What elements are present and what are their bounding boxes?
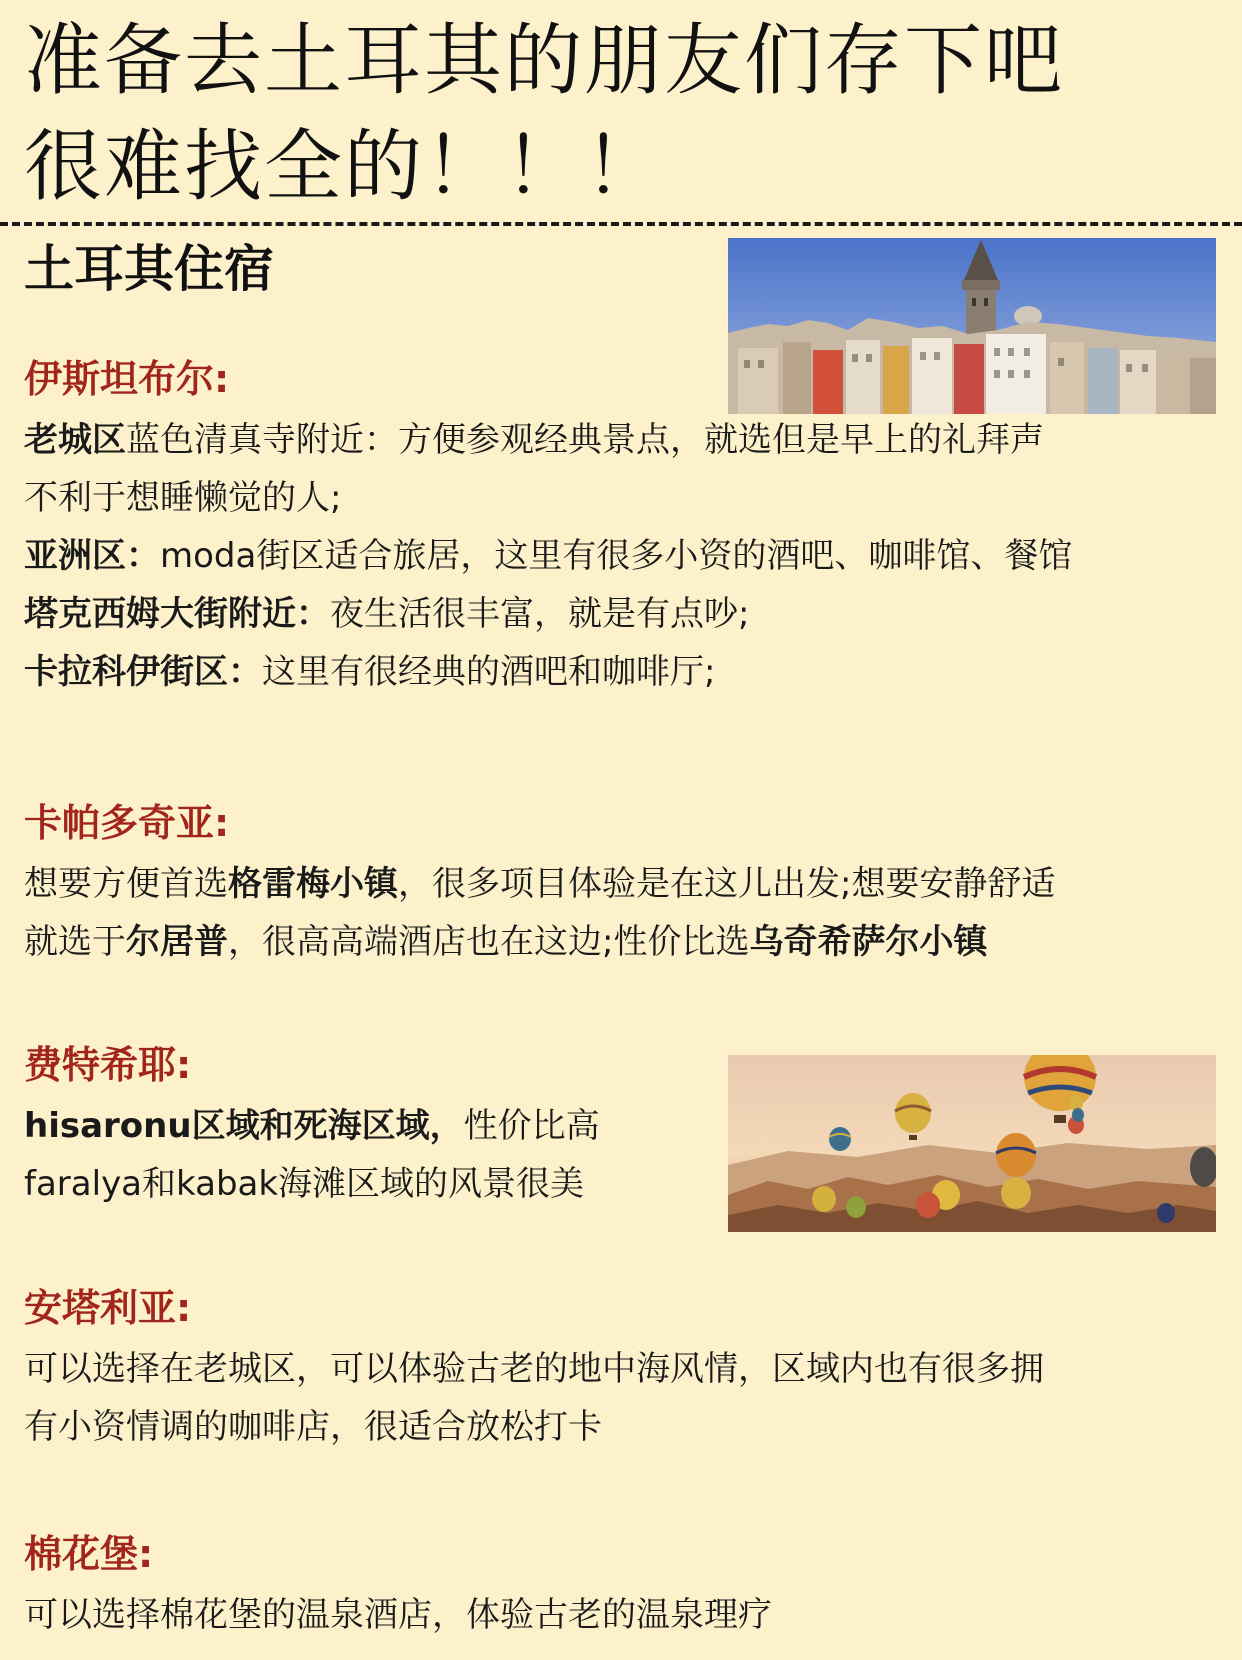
istanbul-old-town-line-1 bbox=[24, 411, 1044, 469]
istanbul-karakoy-line bbox=[24, 643, 715, 701]
istanbul-old-town-line-2 bbox=[24, 469, 341, 527]
istanbul-old-town-label: 老城区 bbox=[24, 420, 126, 460]
city-heading-pamukkale: 棉花堡: bbox=[24, 1532, 154, 1576]
section-heading: 土耳其住宿 bbox=[24, 240, 274, 298]
antalya-line-2 bbox=[24, 1398, 602, 1456]
page-title-line-1: 准备去土耳其的朋友们存下吧 bbox=[24, 16, 1065, 106]
city-heading-istanbul: 伊斯坦布尔: bbox=[24, 357, 230, 401]
istanbul-asia-label: 亚洲区： bbox=[24, 536, 160, 576]
city-heading-fethiye: 费特希耶: bbox=[24, 1043, 192, 1087]
antalya-text-2: 有小资情调的咖啡店，很适合放松打卡 bbox=[24, 1407, 602, 1447]
cappadocia-urgup: 尔居普 bbox=[126, 922, 228, 962]
antalya-text-1: 可以选择在老城区，可以体验古老的地中海风情，区域内也有很多拥 bbox=[24, 1349, 1044, 1389]
istanbul-asia-line bbox=[24, 527, 1072, 585]
cappadocia-line-1 bbox=[24, 855, 1055, 913]
istanbul-old-town-text-2: 不利于想睡懒觉的人; bbox=[24, 478, 342, 518]
cappadocia-line-2 bbox=[24, 913, 987, 971]
page-title-line-2: 很难找全的！！！ bbox=[24, 122, 665, 212]
fethiye-text-2: faralya和kabak海滩区域的风景很美 bbox=[24, 1164, 585, 1204]
cappadocia-text-1a: 想要方便首选 bbox=[24, 864, 228, 904]
cappadocia-text-1c: ，很多项目体验是在这儿出发;想要安静舒适 bbox=[398, 864, 1056, 904]
cappadocia-goreme: 格雷梅小镇 bbox=[228, 864, 398, 904]
fethiye-text-1: 性价比高 bbox=[463, 1106, 600, 1146]
pamukkale-text-1: 可以选择棉花堡的温泉酒店，体验古老的温泉理疗 bbox=[24, 1595, 772, 1635]
antalya-line-1 bbox=[24, 1340, 1044, 1398]
cappadocia-uchisar: 乌奇希萨尔小镇 bbox=[749, 922, 988, 962]
city-heading-cappadocia: 卡帕多奇亚: bbox=[24, 801, 230, 845]
istanbul-old-town-text: 蓝色清真寺附近：方便参观经典景点，就选但是早上的礼拜声 bbox=[126, 420, 1044, 460]
cappadocia-text-2a: 就选于 bbox=[24, 922, 126, 962]
istanbul-skyline-photo bbox=[728, 238, 1216, 414]
city-heading-antalya: 安塔利亚: bbox=[24, 1286, 192, 1330]
fethiye-line-2 bbox=[24, 1155, 584, 1213]
istanbul-taksim-text: 夜生活很丰富，就是有点吵; bbox=[330, 594, 750, 634]
istanbul-asia-text: moda街区适合旅居，这里有很多小资的酒吧、咖啡馆、餐馆 bbox=[160, 536, 1073, 576]
istanbul-karakoy-text: 这里有很经典的酒吧和咖啡厅; bbox=[262, 652, 716, 692]
fethiye-line-1 bbox=[24, 1097, 600, 1155]
pamukkale-line-1 bbox=[24, 1586, 772, 1644]
fethiye-hisaronu: hisaronu区域和死海区域， bbox=[24, 1106, 464, 1146]
istanbul-taksim-label: 塔克西姆大街附近： bbox=[24, 594, 330, 634]
dashed-divider bbox=[0, 222, 1242, 226]
cappadocia-text-2c: ，很高高端酒店也在这边;性价比选 bbox=[228, 922, 750, 962]
istanbul-karakoy-label: 卡拉科伊街区： bbox=[24, 652, 262, 692]
istanbul-taksim-line bbox=[24, 585, 749, 643]
hot-air-balloons-photo bbox=[728, 1055, 1216, 1232]
